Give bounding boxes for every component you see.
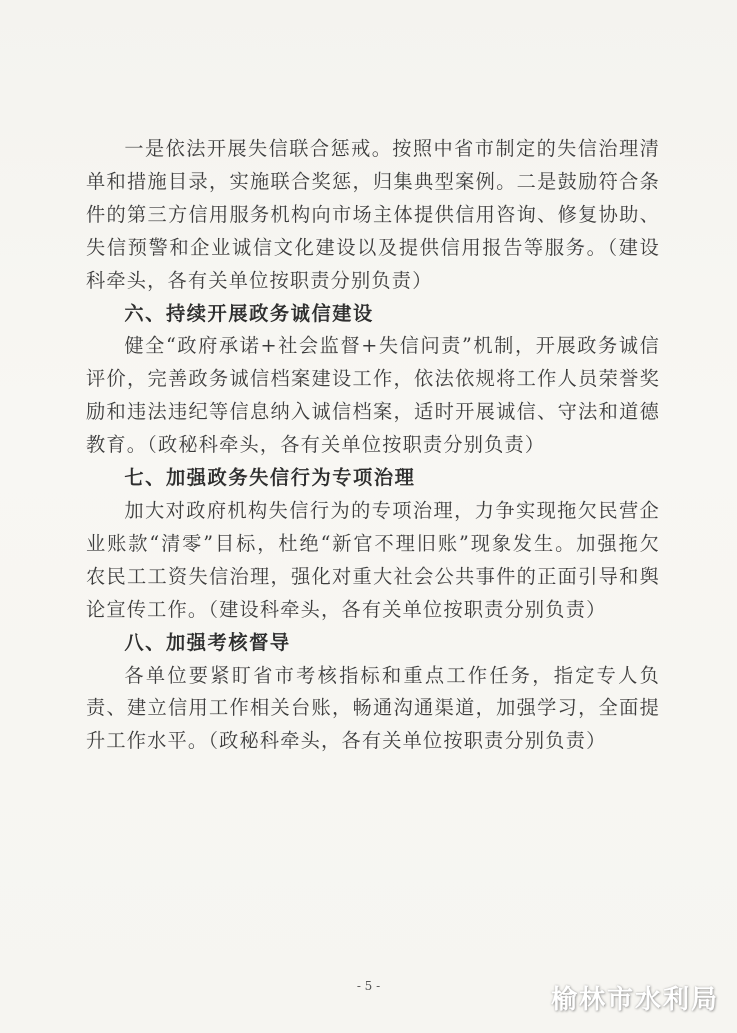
section-heading-seven: 七、加强政务失信行为专项治理 bbox=[124, 466, 416, 490]
section-heading-six: 六、持续开展政务诚信建设 bbox=[124, 301, 374, 325]
watermark: 榆林市水利局 bbox=[550, 985, 719, 1015]
paragraph-joint-punishment: 一是依法开展失信联合惩戒。按照中省市制定的失信治理清单和措施目录，实施联合奖惩，归集典型案例。二是鼓励符合条件的第三方信用服务机构向市场主体提供信用咨询、修复协助、失信预警和企业诚信文化建设以及提供信用报告等服务。（建设科牵头，各有关单位按职责分别负责） bbox=[86, 137, 660, 292]
document-body bbox=[86, 133, 660, 758]
page-number: - 5 - bbox=[356, 979, 381, 993]
paragraph-government-integrity: 健全“政府承诺+社会监督+失信问责”机制，开展政务诚信评价，完善政务诚信档案建设工作，依法依规将工作人员荣誉奖励和违法违纪等信息纳入诚信档案，适时开展诚信、守法和道德教育。（政秘科牵头，各有关单位按职责分别负责） bbox=[86, 334, 660, 457]
section-heading-eight: 八、加强考核督导 bbox=[124, 630, 291, 654]
paragraph-assessment: 各单位要紧盯省市考核指标和重点工作任务，指定专人负责、建立信用工作相关台账，畅通沟通渠道，加强学习，全面提升工作水平。（政秘科牵头，各有关单位按职责分别负责） bbox=[86, 663, 660, 753]
paragraph-special-governance: 加大对政府机构失信行为的专项治理，力争实现拖欠民营企业账款“清零”目标，杜绝“新官不理旧账”现象发生。加强拖欠农民工工资失信治理，强化对重大社会公共事件的正面引导和舆论宣传工作。（建设科牵头，各有关单位按职责分别负责） bbox=[86, 498, 660, 621]
